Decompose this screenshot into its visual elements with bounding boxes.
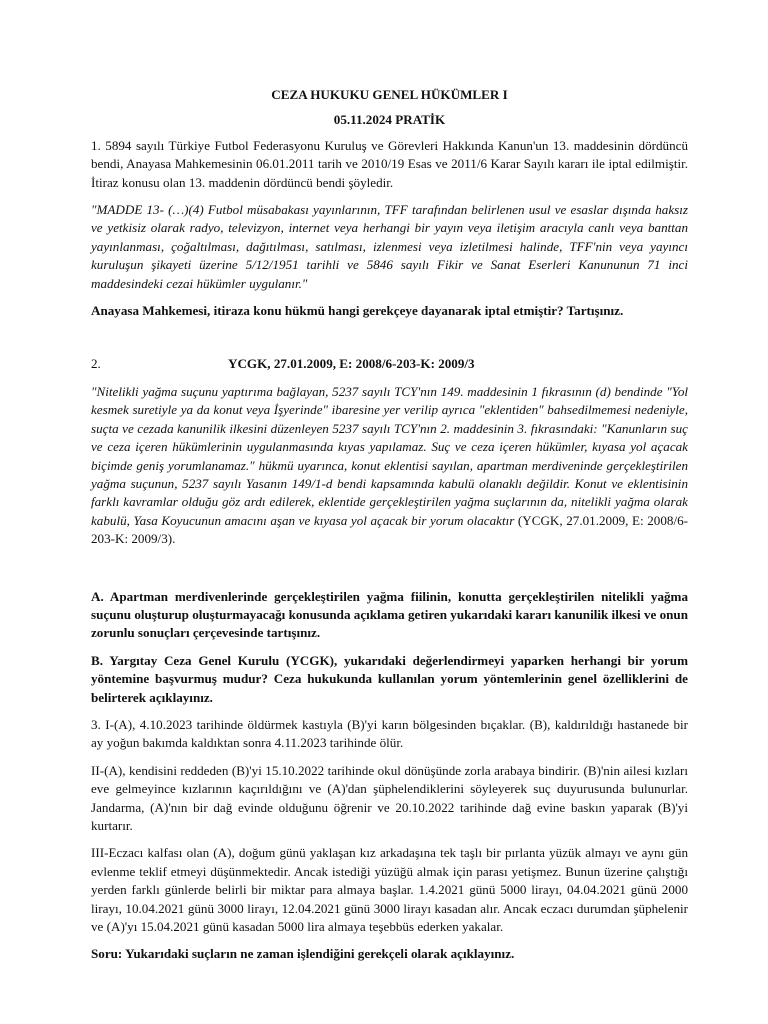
q2-quote-reference: (YCGK, 27.01.2009, E: 2008/6-203-K: 2009/3). bbox=[91, 512, 688, 547]
q1-question: Anayasa Mahkemesi, itiraza konu hükmü hangi gerekçeye dayanarak iptal etmiştir? Tartışınız. bbox=[91, 303, 624, 319]
q3-case-2: II-(A), kendisini reddeden (B)'yi 15.10.2022 tarihinde okul dönüşünde zorla arabaya bindirir. (B)'nin ailesi kızları eve gelmeyince kızlarının kaçırıldığını ve (A)'dan şüphelendiklerini söyleyerek suç duyurusunda bulunurlar. Jandarma, (A)'nın bir dağ evinde olduğunu öğrenir ve 20.10.2022 tarihinde dağ evine baskın yaparak (B)'yi kurtarır. bbox=[91, 762, 688, 833]
q2-quote bbox=[91, 383, 688, 549]
q2-number: 2. bbox=[91, 356, 101, 372]
document-date: 05.11.2024 PRATİK bbox=[333, 112, 446, 128]
q1-intro: 1. 5894 sayılı Türkiye Futbol Federasyonu Kuruluş ve Görevleri Hakkında Kanun'un 13. maddesinin dördüncü bendi, Anayasa Mahkemesinin 06.01.2011 tarih ve 2010/19 Esas ve 2011/6 Karar Sayılı kararı ile iptal edilmiştir. İtiraz konusu olan 13. maddenin dördüncü bendi şöyledir. bbox=[91, 137, 688, 190]
q3-case-3: III-Eczacı kalfası olan (A), doğum günü yaklaşan kız arkadaşına tek taşlı bir pırlanta yüzük almayı ve aynı gün evlenme teklif etmeyi düşünmektedir. Ancak istediği yüzüğü almak için parası yetişmez. Bunun üzerine çalıştığı yerden farklı günlerde belirli bir miktar para almaya başlar. 1.4.2021 günü 5000 lirayı, 04.04.2021 günü 2000 lirayı, 10.04.2021 günü 3000 lirayı, 12.04.2021 günü 3000 lirayı kasadan alır. Ancak eczacı durumdan şüphelenir ve (A)'yı 15.04.2021 günü kasadan 5000 lira almaya teşebbüs ederken yakalar. bbox=[91, 845, 688, 935]
q2-heading: YCGK, 27.01.2009, E: 2008/6-203-K: 2009/3 bbox=[228, 356, 475, 372]
q2-quote-text: "Nitelikli yağma suçunu yaptırıma bağlayan, 5237 sayılı TCY'nın 149. maddesinin 1 fıkrasının (d) bendinde "Yol kesmek suretiyle ya da konut veya İşyerinde" ibaresine yer verilip ayrıca "eklentiden" bahsedilmemesi nedeniyle, suçta ve cezada kanunilik ilkesini düzenleyen 5237 sayılı TCY'nın 2. maddesinin 3. fıkrasındaki: "Kanunların suç ve ceza içeren hükümlerinin uygulanmasında kıyas yapılamaz. Suç ve ceza içeren hükümler, kıyasa yol açacak biçimde geniş yorumlanamaz." hükmü uyarınca, konut eklentisi sayılan, apartman merdiveninde gerçekleştirilen yağma suçunun, 5237 sayılı Yasanın 149/1-d bendi kapsamında kabulü olanaklı değildir. Konut ve eklentisinin farklı kavramlar olduğu göz ardı edilerek, eklentide gerçekleştirilen yağma suçlarının da, nitelikli yağma olarak kabulü, Yasa Koyucunun amacını aşan ve kıyasa yol açacak bir yorum olacaktır bbox=[91, 383, 688, 528]
q2-question-a: A. Apartman merdivenlerinde gerçekleştirilen yağma fiilinin, konutta gerçekleştirilen nitelikli yağma suçunu oluşturup oluşturmayacağı konusunda açıklama getiren yukarıdaki kararı kanunilik ilkesi ve onun zorunlu sonuçları çerçevesinde tartışınız. bbox=[91, 588, 688, 641]
document-title: CEZA HUKUKU GENEL HÜKÜMLER I bbox=[271, 87, 508, 102]
q1-quote: "MADDE 13- (…)(4) Futbol müsabakası yayınlarının, TFF tarafından belirlenen usul ve esaslar dışında haksız ve yetkisiz olarak radyo, televizyon, internet veya herhangi bir yayın veya iletişim aracıyla canlı veya banttan yayınlanması, çoğaltılması, dağıtılması, satılması, izlenmesi veya izletilmesi halinde, TFF'nin veya yayıncı kuruluşun şikayeti üzerine 5/12/1951 tarihli ve 5846 sayılı Fikir ve Sanat Eserleri Kanununun 71 inci maddesindeki cezai hükümler uygulanır." bbox=[91, 202, 688, 291]
q3-case-1: 3. I-(A), 4.10.2023 tarihinde öldürmek kastıyla (B)'yi karın bölgesinden bıçaklar. (B), kaldırıldığı hastanede bir ay yoğun bakımda kaldıktan sonra 4.11.2023 tarihinde ölür. bbox=[91, 716, 688, 751]
q2-question-b: B. Yargıtay Ceza Genel Kurulu (YCGK), yukarıdaki değerlendirmeyi yaparken herhangi bir yorum yöntemine başvurmuş mudur? Ceza hukukunda kullanılan yorum yöntemlerinin genel özelliklerini de belirterek açıklayınız. bbox=[91, 652, 688, 705]
q3-question: Soru: Yukarıdaki suçların ne zaman işlendiğini gerekçeli olarak açıklayınız. bbox=[91, 946, 515, 962]
q2-header bbox=[91, 355, 688, 373]
